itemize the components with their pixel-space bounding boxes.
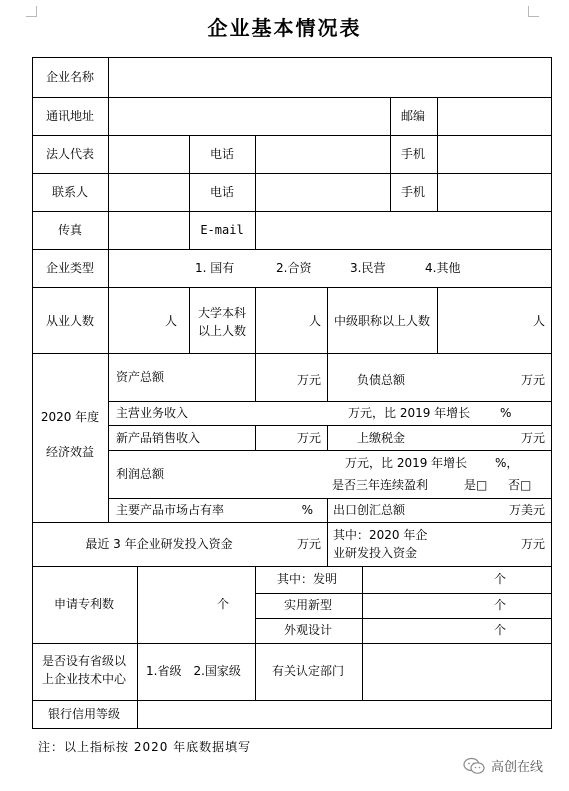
- total-assets-unit: 万元: [296, 373, 321, 387]
- v-line: [327, 287, 328, 353]
- h-line: [32, 97, 552, 98]
- market-share-label: 主要产品市场占有率: [116, 503, 225, 517]
- v-line: [255, 643, 256, 700]
- cert-dept-label: 有关认定部门: [271, 664, 345, 678]
- v-line: [189, 211, 190, 249]
- v-line: [137, 643, 138, 729]
- invention-label: 其中：发明: [277, 572, 338, 586]
- company-type-option-private: 3.民营: [350, 261, 386, 275]
- h-line: [255, 593, 552, 594]
- market-share-percent: %: [301, 503, 313, 517]
- company-type-option-jv: 2.合资: [276, 261, 312, 275]
- wechat-icon: [463, 757, 485, 775]
- phone-label: 电话: [209, 185, 235, 199]
- bank-credit-label: 银行信用等级: [47, 707, 121, 721]
- mobile-label: 手机: [400, 185, 426, 199]
- company-info-form: [32, 57, 552, 729]
- page-title: 企业基本情况表: [207, 16, 362, 40]
- profit-growth: 万元，比 2019 年增长 %，: [345, 456, 519, 470]
- company-name-label: 企业名称: [45, 70, 95, 84]
- mobile-label: 手机: [400, 147, 426, 161]
- three-year-profit-label: 是否三年连续盈利: [332, 478, 429, 492]
- design-label: 外观设计: [283, 623, 333, 637]
- v-line: [437, 97, 438, 135]
- design-unit: 个: [493, 623, 507, 637]
- total-liab-label: 负债总额: [357, 373, 406, 387]
- rd-invest-unit: 万元: [296, 537, 321, 551]
- person-unit: 人: [532, 314, 545, 328]
- v-line: [437, 135, 438, 211]
- v-line: [390, 135, 391, 211]
- rd-2020-label-line2: 业研发投入资金: [333, 546, 418, 560]
- watermark-text: 高创在线: [491, 760, 544, 775]
- person-unit: 人: [308, 314, 321, 328]
- company-type-option-state: 1. 国有: [195, 261, 235, 275]
- address-label: 通讯地址: [45, 109, 95, 123]
- h-line: [32, 57, 552, 58]
- v-line: [255, 287, 256, 353]
- h-line: [255, 618, 552, 619]
- rd-invest-label: 最近 3 年企业研发投入资金: [85, 537, 233, 551]
- utility-model-label: 实用新型: [283, 598, 333, 612]
- phone-label: 电话: [209, 147, 235, 161]
- export-total-label: 出口创汇总额: [333, 503, 406, 517]
- h-line: [32, 728, 552, 729]
- person-unit: 人: [164, 314, 177, 328]
- new-product-unit: 万元: [296, 431, 321, 445]
- v-line: [362, 643, 363, 700]
- h-line: [108, 498, 552, 499]
- total-assets-label: 资产总额: [116, 370, 165, 384]
- postcode-label: 邮编: [400, 109, 426, 123]
- v-line: [32, 57, 33, 729]
- v-line: [327, 498, 328, 522]
- h-line: [32, 643, 552, 644]
- no-checkbox[interactable]: 否□: [508, 478, 532, 492]
- h-line: [108, 450, 552, 451]
- h-line: [32, 211, 552, 212]
- v-line: [137, 566, 138, 643]
- v-line: [390, 97, 391, 135]
- h-line: [32, 173, 552, 174]
- company-type-label: 企业类型: [45, 261, 95, 275]
- v-line: [255, 425, 256, 450]
- new-product-label: 新产品销售收入: [116, 431, 201, 445]
- v-line: [551, 57, 552, 729]
- watermark: [463, 756, 543, 775]
- h-line: [32, 700, 552, 701]
- utility-model-unit: 个: [493, 598, 507, 612]
- mid-title-label: 中级职称以上人数: [333, 314, 431, 328]
- level-options: 1.省级 2.国家级: [146, 664, 241, 678]
- h-line: [32, 566, 552, 567]
- eco-label-line1: 2020 年度: [40, 410, 100, 424]
- patents-total-unit: 个: [216, 597, 230, 611]
- bachelor-label-line1: 大学本科: [197, 306, 247, 320]
- total-liab-unit: 万元: [520, 373, 545, 387]
- h-line: [108, 425, 552, 426]
- employees-label: 从业人数: [45, 314, 95, 328]
- main-revenue-growth: 万元，比 2019 年增长: [348, 406, 471, 420]
- fax-label: 传真: [57, 223, 83, 237]
- footnote: 注：以上指标按 2020 年底数据填写: [38, 740, 252, 754]
- profit-label: 利润总额: [116, 467, 165, 481]
- yes-checkbox[interactable]: 是□: [464, 478, 488, 492]
- patents-label: 申请专利数: [53, 597, 115, 611]
- invention-unit: 个: [493, 572, 507, 586]
- h-line: [32, 135, 552, 136]
- v-line: [255, 566, 256, 643]
- main-revenue-label: 主营业务收入: [116, 406, 189, 420]
- v-line: [255, 353, 256, 401]
- legal-rep-label: 法人代表: [45, 147, 95, 161]
- v-line: [108, 353, 109, 522]
- h-line: [32, 287, 552, 288]
- v-line: [327, 522, 328, 566]
- v-line: [255, 135, 256, 211]
- h-line: [108, 401, 552, 402]
- v-line: [327, 425, 328, 450]
- company-type-option-other: 4.其他: [425, 261, 461, 275]
- tax-paid-unit: 万元: [520, 431, 545, 445]
- tech-center-label-line1: 是否设有省级以: [41, 654, 127, 668]
- eco-label-line2: 经济效益: [45, 445, 95, 459]
- h-line: [32, 249, 552, 250]
- rd-2020-label-line1: 其中：2020 年企: [333, 528, 428, 542]
- v-line: [108, 57, 109, 353]
- email-label: E-mail: [200, 223, 244, 237]
- contact-label: 联系人: [51, 185, 89, 199]
- v-line: [327, 353, 328, 401]
- v-line: [362, 566, 363, 643]
- v-line: [437, 287, 438, 353]
- h-line: [32, 522, 552, 523]
- v-line: [189, 135, 190, 211]
- bachelor-label-line2: 以上人数: [197, 324, 247, 338]
- v-line: [255, 211, 256, 249]
- tech-center-label-line2: 上企业技术中心: [41, 672, 127, 686]
- h-line: [32, 353, 552, 354]
- rd-2020-unit: 万元: [520, 537, 545, 551]
- tax-paid-label: 上缴税金: [356, 431, 406, 445]
- export-total-unit: 万美元: [508, 503, 545, 517]
- v-line: [189, 287, 190, 353]
- main-revenue-percent: %: [500, 406, 512, 420]
